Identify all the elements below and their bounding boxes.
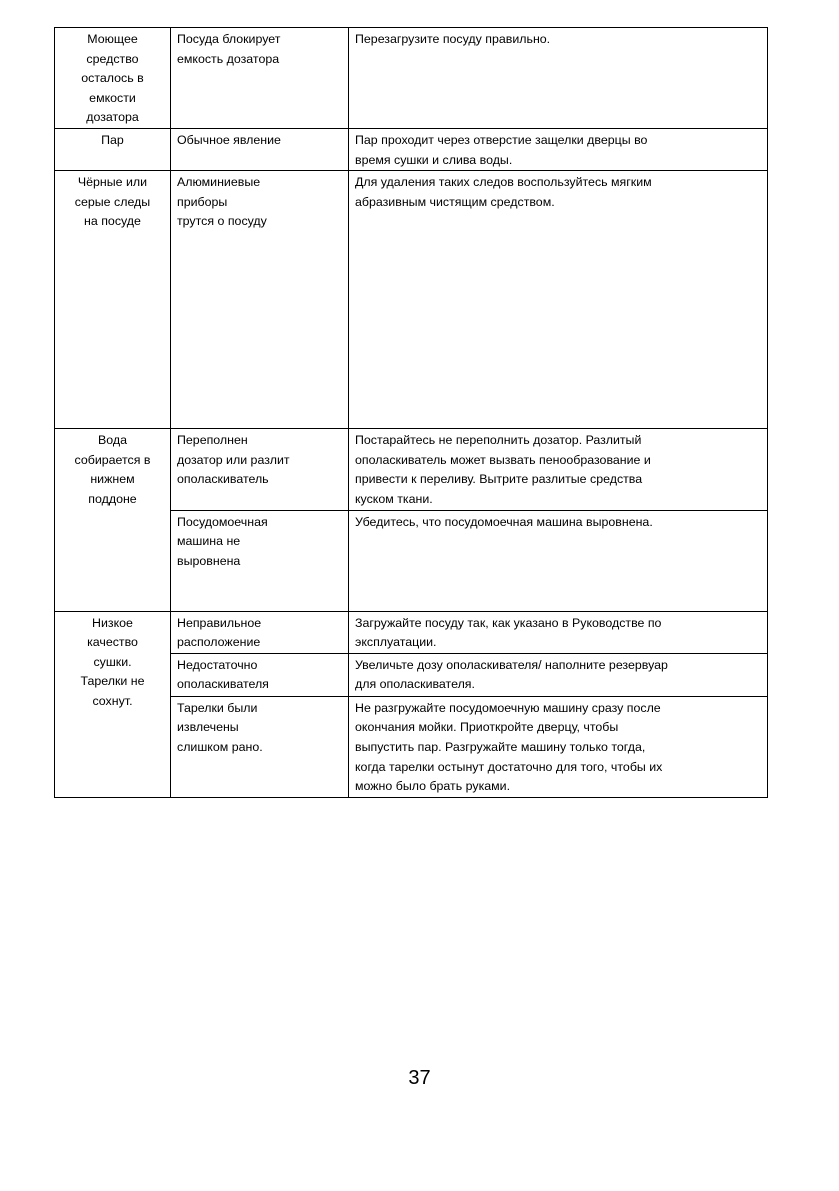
problem-cell: Низкое качество сушки. Тарелки не сохнут. (55, 611, 171, 797)
table-row (55, 28, 768, 129)
page-number: 37 (408, 1067, 431, 1089)
cause-cell: Неправильное расположение (171, 611, 349, 653)
table-row (55, 429, 768, 510)
solution-cell: Загружайте посуду так, как указано в Руководстве по эксплуатации. (349, 611, 768, 653)
solution-cell: Пар проходит через отверстие защелки дверцы во время сушки и слива воды. (349, 129, 768, 171)
cause-cell: Тарелки были извлечены слишком рано. (171, 696, 349, 797)
cause-cell: Переполнен дозатор или разлит ополаскиватель (171, 429, 349, 510)
solution-cell: Не разгружайте посудомоечную машину сразу после окончания мойки. Приоткройте дверцу, чтобы выпустить пар. Разгружайте машину только тогда, когда тарелки остынут достаточно для того, чтобы их можно было брать руками. (349, 696, 768, 797)
table-row (55, 171, 768, 429)
troubleshooting-table (54, 27, 768, 798)
problem-cell: Моющее средство осталось в емкости дозатора (55, 28, 171, 129)
problem-cell: Чёрные или серые следы на посуде (55, 171, 171, 429)
solution-cell: Увеличьте дозу ополаскивателя/ наполните резервуар для ополаскивателя. (349, 653, 768, 696)
cause-cell: Алюминиевые приборы трутся о посуду (171, 171, 349, 429)
solution-cell: Убедитесь, что посудомоечная машина выровнена. (349, 510, 768, 611)
problem-cell: Пар (55, 129, 171, 171)
solution-cell: Постарайтесь не переполнить дозатор. Разлитый ополаскиватель может вызвать пенообразование и привести к переливу. Вытрите разлитые средства куском ткани. (349, 429, 768, 510)
problem-cell: Вода собирается в нижнем поддоне (55, 429, 171, 611)
table-row (55, 611, 768, 653)
cause-cell: Посуда блокирует емкость дозатора (171, 28, 349, 129)
cause-cell: Недостаточно ополаскивателя (171, 653, 349, 696)
solution-cell: Для удаления таких следов воспользуйтесь мягким абразивным чистящим средством. (349, 171, 768, 429)
cause-cell: Обычное явление (171, 129, 349, 171)
cause-cell: Посудомоечная машина не выровнена (171, 510, 349, 611)
solution-cell: Перезагрузите посуду правильно. (349, 28, 768, 129)
table-row (55, 129, 768, 171)
